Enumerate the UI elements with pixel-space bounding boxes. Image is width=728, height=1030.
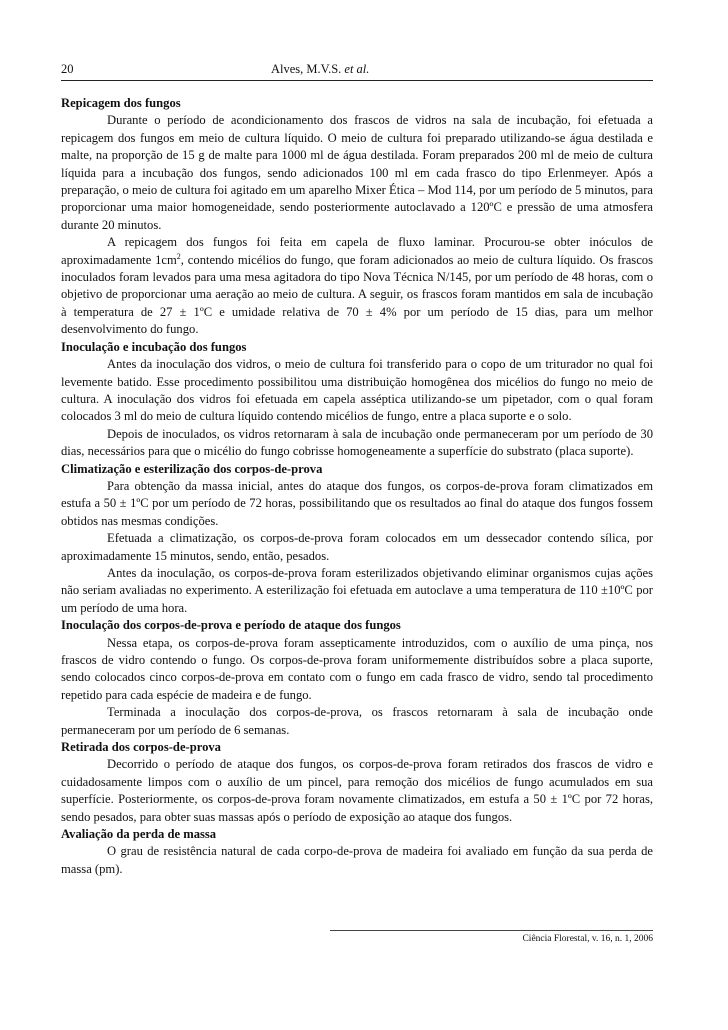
paragraph [61, 234, 653, 338]
paragraph: Nessa etapa, os corpos-de-prova foram assepticamente introduzidos, com o auxílio de uma pinça, nos frascos de vidro contendo o fungo. Os corpos-de-prova foram uniformemente distribuídos sobre a placa suporte, sendo colocados cinco corpos-de-prova em contato com o fungo em cada frasco de vidro, sendo tal procedimento repetido para cada espécie de madeira e de fungo. [61, 635, 653, 702]
running-head [271, 62, 369, 77]
article-body [61, 95, 653, 878]
page-footer: Ciência Florestal, v. 16, n. 1, 2006 [330, 930, 653, 944]
superscript: 2 [176, 251, 181, 261]
section-heading: Inoculação e incubação dos fungos [61, 339, 247, 354]
paragraph: O grau de resistência natural de cada corpo-de-prova de madeira foi avaliado em função da sua perda de massa (pm). [61, 844, 653, 876]
paragraph: Efetuada a climatização, os corpos-de-prova foram colocados em um dessecador contendo sílica, por aproximadamente 15 minutos, sendo, então, pesados. [61, 531, 653, 563]
section-heading: Climatização e esterilização dos corpos-de-prova [61, 461, 323, 476]
section-heading: Avaliação da perda de massa [61, 827, 217, 842]
paragraph-text: , contendo micélios do fungo, que foram adicionados ao meio de cultura líquido. Os frascos inoculados foram levados para uma mesa agitadora do tipo Nova Técnica N/145, por um período de 48 horas, com o objetivo de proporcionar uma aeração ao meio de cultura. A seguir, os frascos foram mantidos em sala de incubação à temperatura de 27 ± 1ºC e umidade relativa de 70 ± 4% por um período de 15 dias, para um melhor desenvolvimento do fungo. [61, 252, 653, 337]
paragraph-text: A repicagem dos fungos foi feita em capela de fluxo laminar. Procurou-se obter inóculos de aproximadamente 1cm [61, 235, 653, 267]
page [61, 62, 653, 878]
paragraph: Durante o período de acondicionamento dos frascos de vidros na sala de incubação, foi efetuada a repicagem dos fungos em meio de cultura líquido. O meio de cultura foi preparado utilizando-se água destilada e malte, na proporção de 15 g de malte para 1000 ml de água destilada. Foram preparados 200 ml de meio de cultura líquida para a incubação dos fungos, sendo adicionados 100 ml em cada frasco do tipo Erlenmeyer. Após a preparação, o meio de cultura foi agitado em um aparelho Mixer Ética – Mod 114, por um período de 5 minutos, para proporcionar uma maior homogeneidade, sendo posteriormente autoclavado a 120ºC e pressão de uma atmosfera durante 20 minutos. [61, 113, 653, 232]
section-heading: Retirada dos corpos-de-prova [61, 740, 221, 755]
section-heading: Repicagem dos fungos [61, 96, 181, 110]
running-head-etal: et al. [344, 62, 370, 76]
paragraph: Depois de inoculados, os vidros retornaram à sala de incubação onde permaneceram por um período de 30 dias, necessários para que o micélio do fungo cobrisse homogeneamente a superfície do substrato (placa suporte). [61, 426, 653, 459]
section-heading: Inoculação dos corpos-de-prova e período de ataque dos fungos [61, 618, 401, 633]
page-number: 20 [61, 62, 74, 76]
paragraph: Antes da inoculação dos vidros, o meio de cultura foi transferido para o copo de um triturador no qual foi levemente batido. Esse procedimento possibilitou uma distribuição homogênea dos micélios do fungo no meio de cultura. A inoculação dos vidros foi efetuada em capela asséptica utilizando-se um pipetador, com o qual foram colocados 3 ml do meio de cultura líquido contendo micélios de fungo, entre a placa suporte e o solo. [61, 357, 653, 424]
paragraph: Decorrido o período de ataque dos fungos, os corpos-de-prova foram retirados dos frascos de vidro e cuidadosamente limpos com o auxílio de um pincel, para remoção dos micélios de fungo acumulados em sua superfície. Posteriormente, os corpos-de-prova foram novamente climatizados, em estufa a 50 ± 1ºC por 72 horas, sendo pesados, para obter suas massas após o período de exposição ao ataque dos fungos. [61, 757, 653, 824]
page-header [61, 62, 653, 81]
running-head-authors: Alves, M.V.S. [271, 62, 342, 76]
paragraph: Terminada a inoculação dos corpos-de-prova, os frascos retornaram à sala de incubação onde permaneceram por um período de 6 semanas. [61, 705, 653, 737]
paragraph: Antes da inoculação, os corpos-de-prova foram esterilizados objetivando eliminar organismos cujas ações não seriam avaliadas no experimento. A esterilização foi efetuada em autoclave a uma temperatura de 110 ±10ºC por um período de uma hora. [61, 565, 653, 615]
paragraph: Para obtenção da massa inicial, antes do ataque dos fungos, os corpos-de-prova foram climatizados em estufa a 50 ± 1ºC por um período de 72 horas, possibilitando que os resultados ao final do ataque dos fungos fossem obtidos nas mesmas condições. [61, 478, 653, 528]
